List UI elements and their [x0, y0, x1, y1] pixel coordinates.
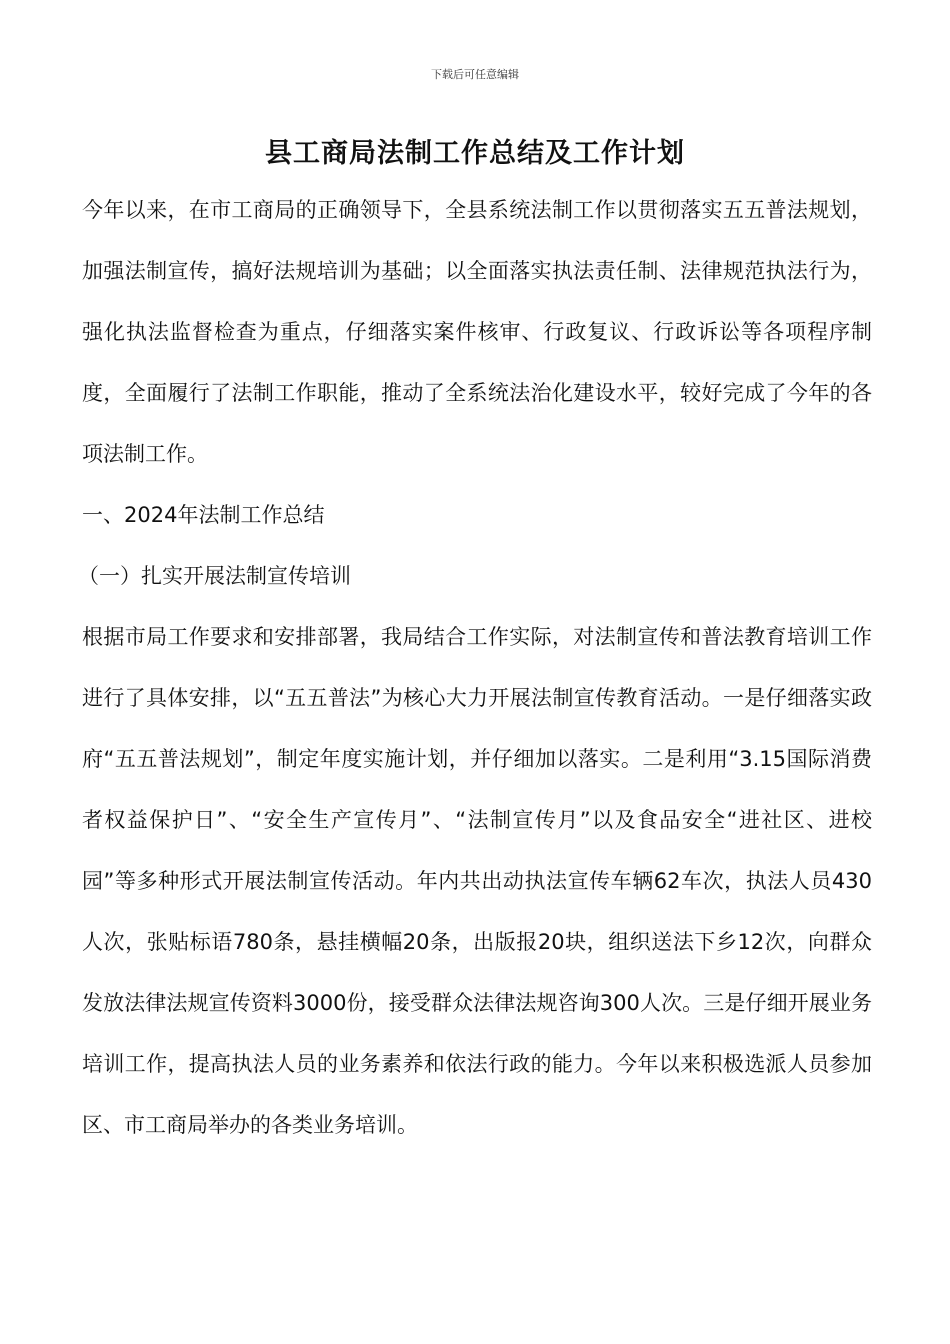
document-body	[78, 180, 872, 1156]
subsection-paragraph: 根据市局工作要求和安排部署，我局结合工作实际，对法制宣传和普法教育培训工作进行了具体安排，以“五五普法”为核心大力开展法制宣传教育活动。一是仔细落实政府“五五普法规划”，制定年度实施计划，并仔细加以落实。二是利用“3.15国际消费者权益保护日”、“安全生产宣传月”、“法制宣传月”以及食品安全“进社区、进校园”等多种形式开展法制宣传活动。年内共出动执法宣传车辆62车次，执法人员430人次，张贴标语780条，悬挂横幅20条，出版报20块，组织送法下乡12次，向群众发放法律法规宣传资料3000份，接受群众法律法规咨询300人次。三是仔细开展业务培训工作，提高执法人员的业务素养和依法行政的能力。今年以来积极选派人员参加区、市工商局举办的各类业务培训。	[82, 625, 872, 1137]
document-title: 县工商局法制工作总结及工作计划	[265, 138, 685, 169]
subsection-heading: （一）扎实开展法制宣传培训	[78, 564, 351, 588]
header-note: 下载后可任意编辑	[431, 68, 519, 81]
intro-paragraph: 今年以来，在市工商局的正确领导下，全县系统法制工作以贯彻落实五五普法规划，加强法制宣传，搞好法规培训为基础；以全面落实执法责任制、法律规范执法行为，强化执法监督检查为重点，仔细落实案件核审、行政复议、行政诉讼等各项程序制度，全面履行了法制工作职能，推动了全系统法治化建设水平，较好完成了今年的各项法制工作。	[82, 198, 872, 466]
section-heading: 一、2024年法制工作总结	[82, 503, 325, 527]
